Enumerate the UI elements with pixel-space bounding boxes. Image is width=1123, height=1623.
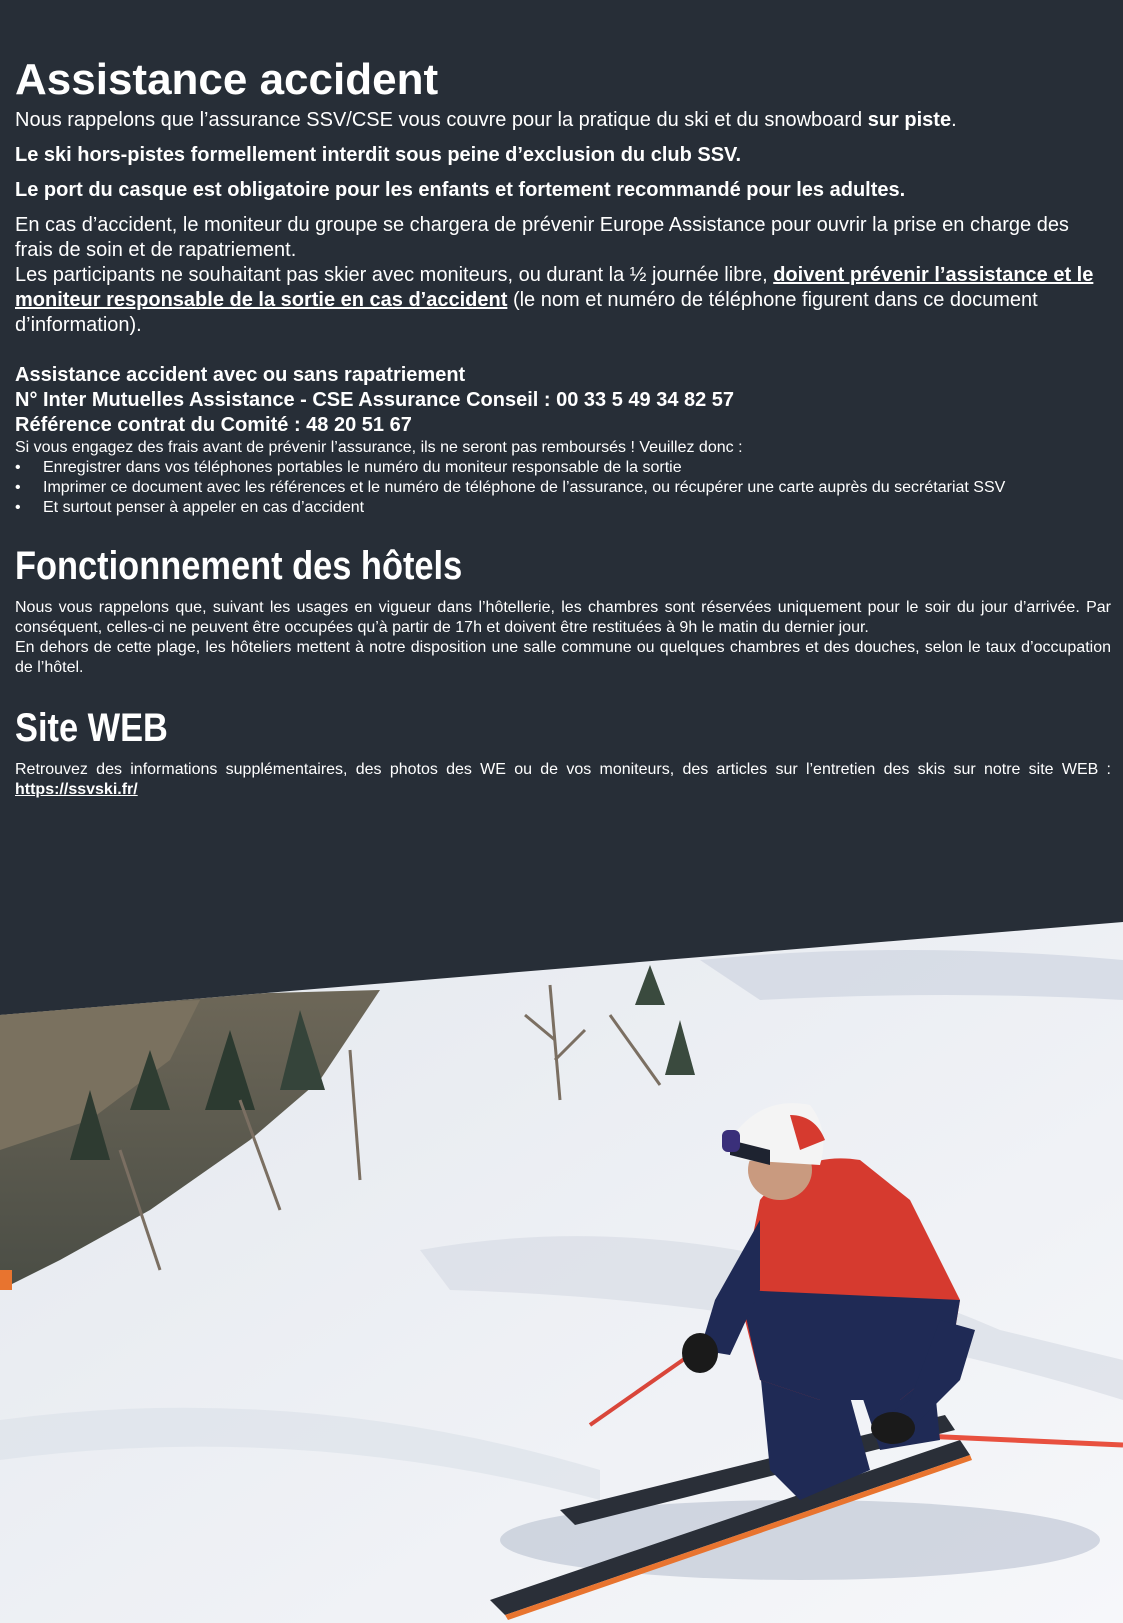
fees-warning: Si vous engagez des frais avant de prévenir l’assurance, ils ne seront pas remboursés ! Veuillez donc : (15, 439, 743, 456)
assistance-section (15, 52, 1111, 518)
contact-phone: N° Inter Mutuelles Assistance - CSE Assurance Conseil : 00 33 5 49 34 82 57 (15, 389, 735, 411)
list-item: • Et surtout penser à appeler en cas d’accident (15, 499, 365, 516)
website-title: Site WEB (15, 706, 168, 750)
accident-procedure: En cas d’accident, le moniteur du groupe se chargera de prévenir Europe Assistance pour ouvrir la prise en charge des frais de soin et de rapatriement. (15, 214, 1069, 261)
hotels-paragraph-2: En dehors de cette plage, les hôteliers mettent à notre disposition une salle commune ou quelques chambres et des douches, selon le taux d’occupation de l’hôtel. (15, 639, 1111, 676)
list-item: • Imprimer ce document avec les références et le numéro de téléphone de l’assurance, ou récupérer une carte auprès du secrétariat SSV (15, 479, 1006, 496)
coverage-paragraph: Nous rappelons que l’assurance SSV/CSE vous couvre pour la pratique du ski et du snowboard sur piste. (15, 109, 957, 131)
instructions-list (15, 458, 1111, 518)
list-item: • Enregistrer dans vos téléphones portables le numéro du moniteur responsable de la sortie (15, 459, 682, 476)
website-section (15, 704, 1111, 800)
hotels-title: Fonctionnement des hôtels (15, 544, 463, 588)
hotels-paragraph-1: Nous vous rappelons que, suivant les usages en vigueur dans l’hôtellerie, les chambres sont réservées uniquement pour le soir du jour d’arrivée. Par conséquent, celles-ci ne peuvent être occupées qu’à partir de 17h et doivent être restituées à 9h le matin du dernier jour. (15, 599, 1111, 636)
website-link[interactable]: https://ssvski.fr/ (15, 781, 138, 798)
contact-title: Assistance accident avec ou sans rapatriement (15, 364, 466, 386)
hotels-section (15, 542, 1111, 678)
free-skiing-notice: Les participants ne souhaitant pas skier avec moniteurs, ou durant la ½ journée libre, doivent prévenir l’assistance et le moniteur responsable de la sortie en cas d’accident (le nom et numéro de téléphone figurent dans ce document d’information). (15, 264, 1094, 336)
contract-reference: Référence contrat du Comité : 48 20 51 67 (15, 414, 412, 436)
offpiste-warning: Le ski hors-pistes formellement interdit sous peine d’exclusion du club SSV. (15, 144, 742, 166)
helmet-notice: Le port du casque est obligatoire pour les enfants et fortement recommandé pour les adultes. (15, 179, 906, 201)
website-paragraph: Retrouvez des informations supplémentaires, des photos des WE ou de vos moniteurs, des articles sur l’entretien des skis sur notre site WEB : https://ssvski.fr/ (15, 761, 1111, 798)
assistance-title: Assistance accident (15, 55, 439, 104)
